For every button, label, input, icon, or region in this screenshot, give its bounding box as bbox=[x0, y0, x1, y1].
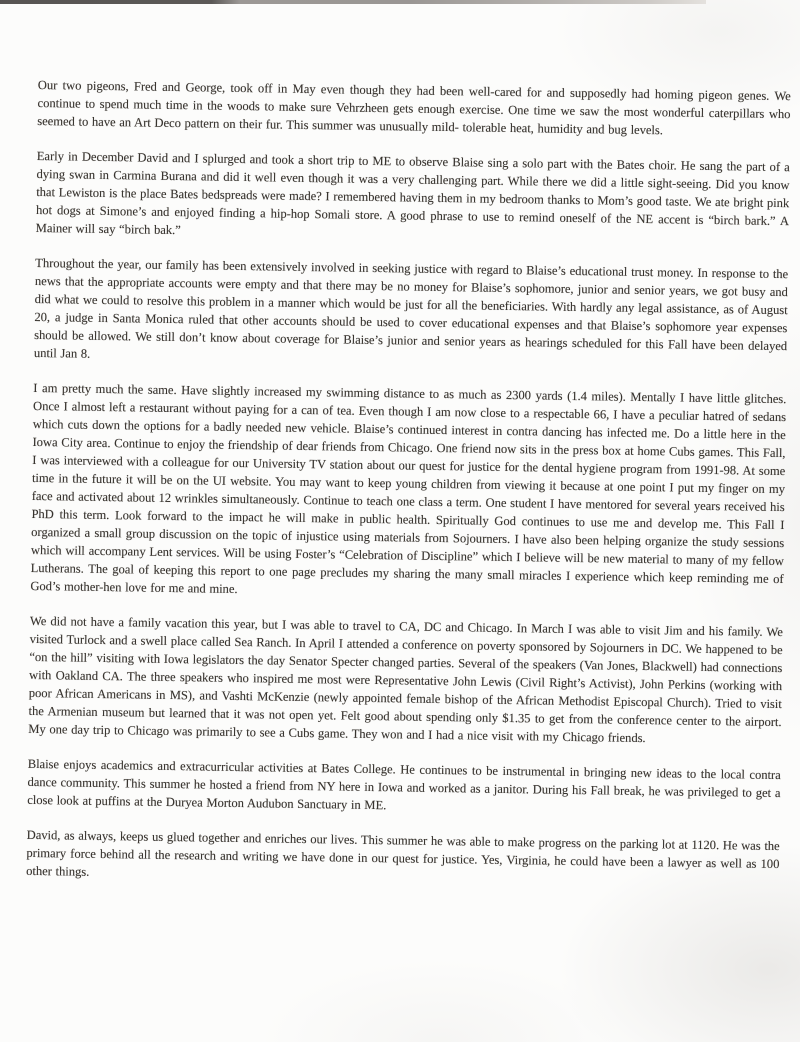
paragraph-personal-update: I am pretty much the same. Have slightly increased my swimming distance to as much as 2300 yards (1.4 miles). Mentally I have little glitches. Once I almost left a restaurant without paying for a can of tea. Even though I am now close to a respectable 66, I have a peculiar hatred of sedans which cuts down the options for a badly needed new vehicle. Blaise’s continued interest in contra dancing has infected me. Do a little here in the Iowa City area. Continue to enjoy the friendship of dear friends from Chicago. One friend now sits in the press box at home Cubs games. This Fall, I was interviewed with a colleague for our University TV station about our quest for justice for the dental hygiene program from 1991-98. At some time in the future it will be on the UI website. You may want to keep young children from viewing it because at one point I put my finger on my face and activated about 12 wrinkles simultaneously. Continue to teach one class a term. One student I have mentored for several years received his PhD this term. Look forward to the impact he will make in public health. Spiritually God continues to use me and develop me. This Fall I organized a small group discussion on the topic of injustice using materials from Sojourners. I have also been helping organize the study sessions which will accompany Lent services. Will be using Foster’s “Celebration of Discipline” which I believe will be new material to many of my fellow Lutherans. The goal of keeping this report to one page precludes my sharing the many small miracles I experience which keep reminding me of God’s mother-hen love for me and mine. bbox=[30, 380, 787, 597]
paragraph-pigeons: Our two pigeons, Fred and George, took off in May even though they had been well-cared for and supposedly had homing pigeon genes. We continue to spend much time in the woods to make sure Vehrzheen gets enough exercise. One time we saw the most wonderful caterpillars who seemed to have an Art Deco pattern on their fur. This summer was unusually mild- tolerable heat, humidity and bug levels. bbox=[37, 77, 791, 138]
paragraph-maine-trip: Early in December David and I splurged and took a short trip to ME to observe Blaise sing a solo part with the Bates choir. He sang the part of a dying swan in Carmina Burana and did it well even though it was a very challenging part. While there we did a little sight-seeing. Did you know that Lewiston is the place Bates bedspreads were made? I remembered having them in my bedroom thanks to Mom’s good taste. We ate bright pink hot dogs at Simone’s and enjoyed finding a hip-hop Somali store. A good phrase to use to remind oneself of the NE accent is “birch bark.” A Mainer will say “birch bak.” bbox=[35, 148, 790, 238]
letter-body bbox=[26, 76, 791, 908]
paragraph-trust-justice: Throughout the year, our family has been extensively involved in seeking justice with regard to Blaise’s educational trust money. In response to the news that the appropriate accounts were empty and that there may be no money for Blaise’s sophomore, junior and senior years, we got busy and did what we could to resolve this problem in a manner which would be just for all the beneficiaries. With hardly any legal assistance, as of August 20, a judge in Santa Monica ruled that other accounts should be used to cover educational expenses and that Blaise’s sophomore year expenses should be allowed. We still don’t know about coverage for Blaise’s junior and senior years as hearings scheduled for this Fall have been delayed until Jan 8. bbox=[33, 255, 789, 361]
paragraph-blaise: Blaise enjoys academics and extracurricular activities at Bates College. He continues to be instrumental in bringing new ideas to the local contra dance community. This summer he hosted a friend from NY here in Iowa and worked as a janitor. During his Fall break, he was privileged to get a close look at puffins at the Duryea Morton Audubon Sanctuary in ME. bbox=[27, 756, 781, 813]
scanner-edge-artifact bbox=[0, 0, 706, 4]
paragraph-david: David, as always, keeps us glued together and enriches our lives. This summer he was able to make progress on the parking lot at 1120. He was the primary force behind all the research and writing we have done in our quest for justice. Yes, Virginia, he could have been a lawyer as well as 100 other things. bbox=[26, 827, 780, 879]
paragraph-travels: We did not have a family vacation this year, but I was able to travel to CA, DC and Chicago. In March I was able to visit Jim and his family. We visited Turlock and a swell place called Sea Ranch. In April I attended a conference on poverty sponsored by Sojourners in DC. We happened to be “on the hill” visiting with Iowa legislators the day Senator Specter changed parties. Several of the speakers (Van Jones, Blackwell) had connections with Oakland CA. The three speakers who inspired me most were Representative John Lewis (Civil Right’s Activist), John Perkins (working with poor African Americans in MS), and Vashti McKenzie (newly appointed female bishop of the African Methodist Episcopal Church). Tried to visit the Armenian museum but learned that it was not open yet. Felt good about spending only $1.35 to get from the conference center to the airport. My one day trip to Chicago was primarily to see a Cubs game. They won and I had a nice visit with my Chicago friends. bbox=[28, 613, 783, 746]
